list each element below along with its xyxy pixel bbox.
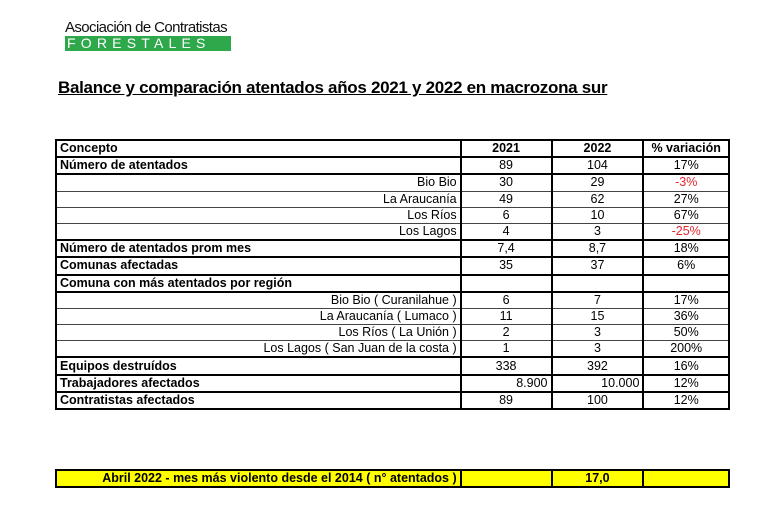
row-label: Comuna con más atentados por región (56, 275, 461, 292)
value-variacion: 200% (643, 341, 729, 358)
table-row (56, 257, 729, 274)
value-2021: 49 (461, 191, 552, 207)
table-row (56, 275, 729, 292)
value-2021: 6 (461, 292, 552, 309)
comparison-table (55, 139, 730, 410)
value-2022: 15 (552, 308, 644, 324)
value-2021: 30 (461, 174, 552, 191)
value-2021: 35 (461, 257, 552, 274)
row-label: Bio Bio (56, 174, 461, 191)
table-row (56, 191, 729, 207)
table-row (56, 357, 729, 374)
value-2022: 37 (552, 257, 644, 274)
row-label: Los Lagos ( San Juan de la costa ) (56, 341, 461, 358)
row-label: Trabajadores afectados (56, 375, 461, 392)
value-2021: 89 (461, 392, 552, 409)
value-2022: 3 (552, 223, 644, 240)
table-row (56, 325, 729, 341)
value-2022: 3 (552, 341, 644, 358)
logo-line2: FORESTALES (65, 36, 231, 51)
value-2022: 392 (552, 357, 644, 374)
value-2021: 7,4 (461, 240, 552, 257)
row-label: Los Ríos ( La Unión ) (56, 325, 461, 341)
logo (65, 20, 231, 51)
highlight-row (56, 470, 729, 487)
value-2021: 1 (461, 341, 552, 358)
row-label: Número de atentados prom mes (56, 240, 461, 257)
value-2021: 11 (461, 308, 552, 324)
value-2022: 100 (552, 392, 644, 409)
row-label: Contratistas afectados (56, 392, 461, 409)
value-variacion: -3% (643, 174, 729, 191)
value-2022: 62 (552, 191, 644, 207)
highlight-row-table (55, 469, 730, 488)
table-row (56, 223, 729, 240)
highlight-2022: 17,0 (552, 470, 644, 487)
row-label: Los Ríos (56, 207, 461, 223)
value-2021: 338 (461, 357, 552, 374)
value-2021: 4 (461, 223, 552, 240)
table-row (56, 341, 729, 358)
highlight-variacion (643, 470, 729, 487)
highlight-label: Abril 2022 - mes más violento desde el 2014 ( n° atentados ) (56, 470, 461, 487)
value-variacion: 18% (643, 240, 729, 257)
table-row (56, 375, 729, 392)
value-2021 (461, 275, 552, 292)
row-label: Bio Bio ( Curanilahue ) (56, 292, 461, 309)
row-label: Comunas afectadas (56, 257, 461, 274)
value-2021: 89 (461, 157, 552, 174)
value-2022: 10 (552, 207, 644, 223)
table-row (56, 207, 729, 223)
value-variacion: 12% (643, 392, 729, 409)
value-2022: 7 (552, 292, 644, 309)
row-label: Los Lagos (56, 223, 461, 240)
header-2021: 2021 (461, 140, 552, 157)
table-row (56, 392, 729, 409)
header-variacion: % variación (643, 140, 729, 157)
row-label: Número de atentados (56, 157, 461, 174)
value-variacion: 17% (643, 157, 729, 174)
page-title: Balance y comparación atentados años 2021 y 2022 en macrozona sur (58, 78, 608, 97)
table-row (56, 292, 729, 309)
table-row (56, 240, 729, 257)
value-variacion (643, 275, 729, 292)
table-row (56, 157, 729, 174)
value-variacion: 50% (643, 325, 729, 341)
value-variacion: 6% (643, 257, 729, 274)
value-2022: 10.000 (552, 375, 644, 392)
table-row (56, 174, 729, 191)
row-label: Equipos destruídos (56, 357, 461, 374)
value-2021: 8.900 (461, 375, 552, 392)
value-2022: 8,7 (552, 240, 644, 257)
value-variacion: 36% (643, 308, 729, 324)
value-variacion: 67% (643, 207, 729, 223)
header-2022: 2022 (552, 140, 644, 157)
value-2022 (552, 275, 644, 292)
value-2021: 2 (461, 325, 552, 341)
value-2022: 29 (552, 174, 644, 191)
value-2022: 104 (552, 157, 644, 174)
value-variacion: 12% (643, 375, 729, 392)
table-row (56, 308, 729, 324)
header-concepto: Concepto (56, 140, 461, 157)
value-variacion: 16% (643, 357, 729, 374)
value-2022: 3 (552, 325, 644, 341)
value-variacion: 27% (643, 191, 729, 207)
value-2021: 6 (461, 207, 552, 223)
row-label: La Araucanía (56, 191, 461, 207)
table-header-row (56, 140, 729, 157)
highlight-2021 (461, 470, 552, 487)
row-label: La Araucanía ( Lumaco ) (56, 308, 461, 324)
value-variacion: 17% (643, 292, 729, 309)
value-variacion: -25% (643, 223, 729, 240)
logo-line1: Asociación de Contratistas (65, 19, 227, 36)
